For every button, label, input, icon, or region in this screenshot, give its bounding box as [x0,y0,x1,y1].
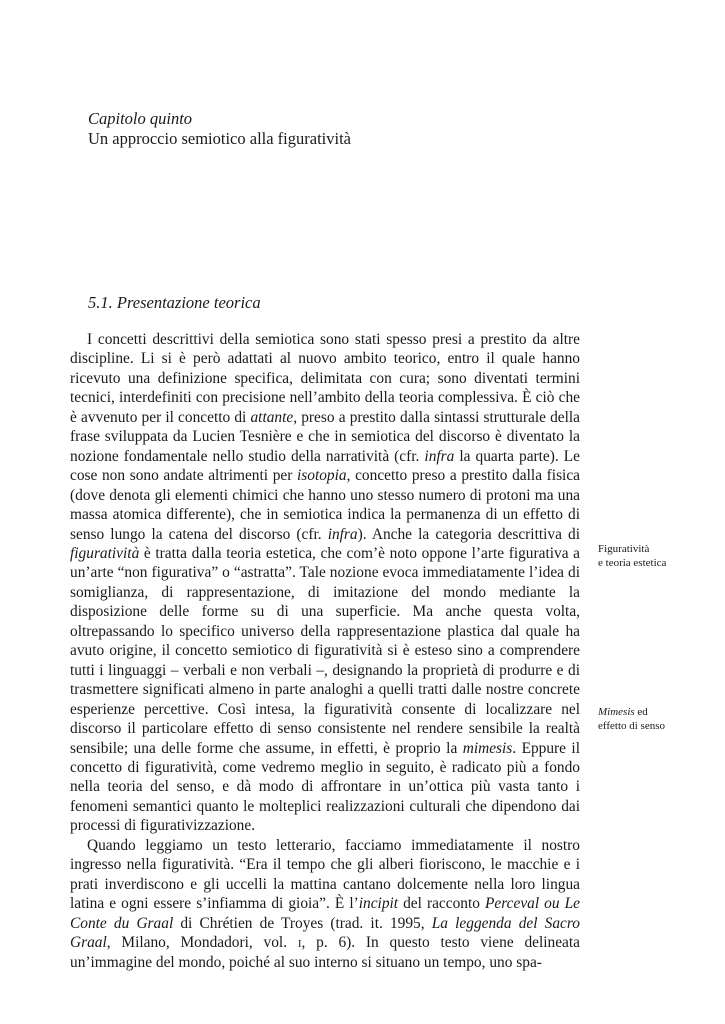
text-run: di Chrétien de Troyes (trad. it. 1995, [173,914,432,932]
section-heading: 5.1. Presentazione teorica [88,293,261,312]
paragraph-2 [70,836,580,972]
text-run: ed [634,706,648,718]
text-run: , Milano, Mondadori, vol. [106,934,298,952]
margin-note-line [598,705,723,719]
chapter-title: Un approccio semiotico alla figuratività [88,129,351,148]
text-run: . Eppure il concetto di figuratività, come vedremo meglio in seguito, è radicato più a fondo nella teoria del senso, e dà modo di affrontare in un’ottica più vasta tanto i fenomeni semantici quanto le molteplici realizzazioni culturali che dipendono dai processi di figurativizzazione. [70,739,580,835]
text-run: , concetto preso a prestito dalla fisica (dove denota gli elementi chimici che hanno uno stesso numero di protoni ma una massa atomica differente), che in semiotica indica la permanenza di un effetto di senso lungo la catena del discorso (cfr. [70,467,580,543]
text-run: è tratta dalla teoria estetica, che com’è noto oppone l’arte figurativa a un’arte “non figurativa” o “astratta”. Tale nozione evoca immediatamente l’idea di somiglianza, di rappresentazione, di imitazione del mondo mediante la disposizione delle forme su di una superficie. Ma anche questa volta, oltrepassando lo specifico universo della rappresentazione plastica dal quale ha avuto origine, il concetto semiotico di figuratività si è esteso sino a comprendere tutti i linguaggi – verbali e non verbali –, designando la proprietà di produrre e di trasmettere significati almeno in parte analoghi a quelli tratti dalle nostre concrete esperienze percettive. Così intesa, la figuratività consente di localizzare nel discorso il particolare effetto di senso consistente nel rendere sensibile la realtà sensibile; una delle forme che assume, in effetti, è proprio la [70,544,580,757]
margin-note-figurativita [598,542,723,570]
paragraph-1 [70,330,580,836]
text-run: , preso a prestito dalla sintassi strutturale della frase sviluppata da Lucien Tesnière e che in semiotica del discorso è diventato la nozione fondamentale nello studio della narratività (cfr. [70,408,580,465]
margin-note-line: Figuratività [598,543,650,555]
italic-term: isotopia [297,467,347,485]
text-run: la quarta parte). Le cose non sono andate altrimenti per [70,447,580,485]
text-run: ). Anche la categoria descrittiva di [357,525,580,543]
margin-note-line: e teoria estetica [598,557,667,569]
italic-title: La leggenda del Sacro Graal [70,914,580,952]
text-run: del racconto [398,895,486,913]
chapter-header [88,109,608,149]
italic-term: attante [250,408,294,426]
text-run: , p. 6). In questo testo viene delineata un’immagine del mondo, poiché al suo interno si situano un tempo, uno spa- [70,934,580,971]
italic-term: figuratività [70,544,140,562]
italic-term: Mimesis [598,706,635,718]
text-run: Quando leggiamo un testo letterario, facciamo immediatamente il nostro ingresso nella figuratività. “Era il tempo che gli alberi fioriscono, le macchie e i prati inverdiscono e gli uccelli la mattina cantano dolcemente nella loro lingua latina e ogni essere s’infiamma di gioia”. È l’ [70,836,580,913]
italic-title: Perceval ou Le Conte du Graal [70,895,581,932]
text-run: I concetti descrittivi della semiotica sono stati spesso presi a prestito da altre discipline. Li si è però adattati al nuovo ambito teorico, entro il quale hanno ricevuto una definizione specifica, delimitata con cura; sono diventati termini tecnici, interdefiniti con precisione nell’ambito della teoria complessiva. È ciò che è avvenuto per il concetto di [70,331,580,426]
italic-term: incipit [358,895,399,913]
body-text [70,330,580,972]
italic-term: infra [424,447,455,465]
italic-term: mimesis [462,739,513,757]
margin-note-line: effetto di senso [598,720,666,732]
chapter-label: Capitolo quinto [88,109,193,128]
italic-term: infra [327,525,358,543]
margin-note-mimesis [598,705,723,733]
small-caps-numeral: i [297,934,302,952]
